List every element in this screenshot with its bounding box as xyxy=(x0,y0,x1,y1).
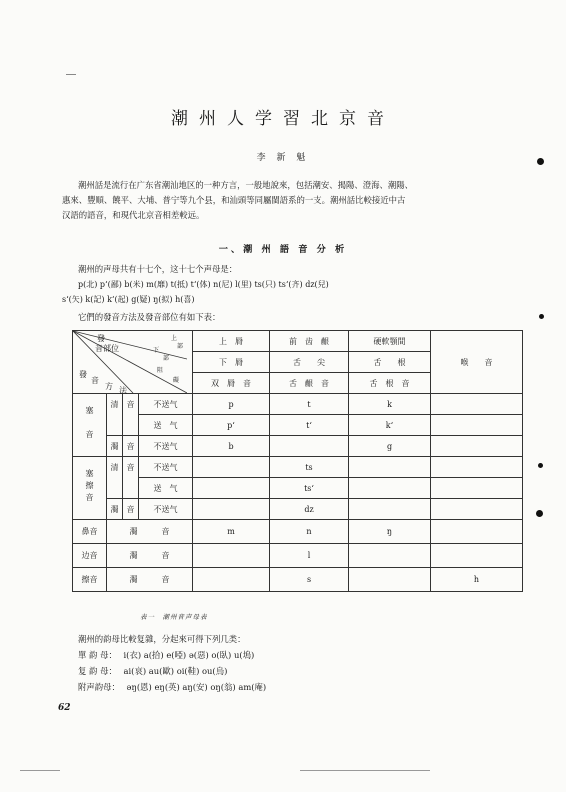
table-cell: t‘ xyxy=(270,415,349,436)
aspiration-label: 送 气 xyxy=(139,478,193,499)
initials-list: s‘(矢) k(記) k‘(起) g(疑) ŋ(拟) h(喜) xyxy=(62,295,195,304)
table-corner xyxy=(73,331,193,394)
place-header: 前 齿 齦 xyxy=(270,331,349,352)
section-heading: 一、潮 州 語 音 分 析 xyxy=(218,244,348,255)
finals-row xyxy=(78,664,227,679)
intro-line: 惠來、豐順、饒平、大埔、普宁等九个县，和汕頭等同屬閩語系的一支。潮州話比較接近中古 xyxy=(62,195,406,205)
corner-label: 音 xyxy=(91,376,99,385)
aspiration-label: 不送气 xyxy=(139,499,193,520)
aspiration-label: 送 气 xyxy=(139,415,193,436)
table-cell: p xyxy=(193,394,270,415)
table-cell: l xyxy=(270,544,349,568)
bottom-edge-line xyxy=(300,770,430,771)
initials-list: p(北) p‘(鄙) b(米) m(靡) t(抵) t‘(体) n(尼) l(里) ts(只) ts‘(齐) dz(兒) xyxy=(78,280,329,289)
page-number: 62 xyxy=(58,703,71,713)
table-cell xyxy=(270,436,349,457)
corner-label: 上 xyxy=(171,335,178,342)
place-header: 硬軟顎間 xyxy=(349,331,431,352)
initials-intro: 潮州的声母共有十七个，这十七个声母是： xyxy=(78,264,238,274)
table-cell xyxy=(193,499,270,520)
place-header: 舌 尖 xyxy=(270,352,349,373)
table-cell: h xyxy=(431,568,523,592)
table-cell: ts xyxy=(270,457,349,478)
corner-label: 發 xyxy=(79,370,87,379)
manner-label: 擦音 xyxy=(73,568,107,592)
scan-mark xyxy=(66,74,76,75)
finals-list: əŋ(恩) eŋ(英) aŋ(安) oŋ(翁) am(庵) xyxy=(126,682,267,692)
table-cell xyxy=(431,457,523,478)
table-cell: dz xyxy=(270,499,349,520)
table-cell: ts‘ xyxy=(270,478,349,499)
manner-label: 塞 音 xyxy=(73,394,107,457)
corner-label: 方 xyxy=(105,382,113,391)
table-cell xyxy=(349,457,431,478)
corner-label: 部 xyxy=(177,343,184,350)
finals-intro: 潮州的韵母比較复雜，分起來可得下列几类： xyxy=(78,634,246,644)
aspiration-label: 濁 音 xyxy=(107,568,193,592)
intro-line: 汉語的語音，和現代北京音相差較远。 xyxy=(62,210,205,220)
table-cell: k‘ xyxy=(349,415,431,436)
table-cell xyxy=(193,568,270,592)
bottom-edge-line xyxy=(20,770,60,771)
table-cell xyxy=(349,478,431,499)
corner-label: 礙 xyxy=(173,377,180,384)
table-cell xyxy=(431,394,523,415)
punch-hole-mark xyxy=(538,463,543,468)
table-cell xyxy=(431,544,523,568)
corner-label: 阻 xyxy=(157,367,164,374)
page-title: 潮州人学習北京音 xyxy=(171,109,395,129)
place-header: 舌 根 音 xyxy=(349,373,431,394)
corner-label: 音部位 xyxy=(95,344,119,353)
voicing-label: 濁 xyxy=(107,499,123,520)
corner-label: 法 xyxy=(119,386,127,395)
voicing-label: 濁 xyxy=(107,436,123,457)
finals-row xyxy=(78,680,266,695)
corner-label: 發 xyxy=(97,334,105,343)
manner-label: 鼻音 xyxy=(73,520,107,544)
voicing-label xyxy=(107,478,123,499)
place-header: 上 脣 xyxy=(193,331,270,352)
table-cell xyxy=(349,544,431,568)
voicing-label: 清 xyxy=(107,457,123,478)
aspiration-label: 不送气 xyxy=(139,457,193,478)
finals-label: 复 韵 母： xyxy=(78,666,117,676)
finals-label: 單 韵 母： xyxy=(78,650,117,660)
table-cell xyxy=(431,478,523,499)
corner-label: 部 xyxy=(163,355,170,362)
finals-list: ai(哀) au(歐) oi(鞋) ou(烏) xyxy=(123,666,228,676)
table-cell: ŋ xyxy=(349,520,431,544)
voicing-label: 音 xyxy=(123,436,139,457)
place-header: 舌 齦 音 xyxy=(270,373,349,394)
voicing-label xyxy=(123,415,139,436)
corner-label: 下 xyxy=(153,347,160,354)
table-cell: p‘ xyxy=(193,415,270,436)
punch-hole-mark xyxy=(536,510,543,517)
voicing-label: 音 xyxy=(123,457,139,478)
aspiration-label: 濁 音 xyxy=(107,520,193,544)
table-cell: m xyxy=(193,520,270,544)
voicing-label: 音 xyxy=(123,499,139,520)
finals-row xyxy=(78,648,254,663)
table-cell xyxy=(431,436,523,457)
author-name: 李 新 魁 xyxy=(256,153,310,163)
voicing-label: 音 xyxy=(123,394,139,415)
manner-label: 边音 xyxy=(73,544,107,568)
table-cell: g xyxy=(349,436,431,457)
table-cell: k xyxy=(349,394,431,415)
table-intro: 它們的發音方法及發音部位有如下表： xyxy=(78,312,221,322)
table-cell: t xyxy=(270,394,349,415)
table-cell xyxy=(349,499,431,520)
punch-hole-mark xyxy=(539,314,544,319)
table-cell xyxy=(431,415,523,436)
table-cell: s xyxy=(270,568,349,592)
place-header: 双 脣 音 xyxy=(193,373,270,394)
table-caption: 表一 潮州音声母表 xyxy=(140,613,208,621)
finals-list: i(衣) a(拾) e(啞) ə(惡) o(臥) u(塢) xyxy=(123,650,255,660)
table-cell xyxy=(431,499,523,520)
voicing-label xyxy=(123,478,139,499)
manner-label: 塞擦音 xyxy=(73,457,107,520)
voicing-label: 清 xyxy=(107,394,123,415)
aspiration-label: 不送气 xyxy=(139,394,193,415)
finals-label: 附声韵母： xyxy=(78,682,120,692)
table-cell xyxy=(349,568,431,592)
place-header: 舌 根 xyxy=(349,352,431,373)
place-header: 喉 音 xyxy=(431,331,523,394)
table-cell: b xyxy=(193,436,270,457)
aspiration-label: 濁 音 xyxy=(107,544,193,568)
table-cell xyxy=(193,457,270,478)
table-cell xyxy=(431,520,523,544)
voicing-label xyxy=(107,415,123,436)
table-cell xyxy=(193,544,270,568)
place-header: 下 脣 xyxy=(193,352,270,373)
initials-table xyxy=(72,330,523,592)
table-cell xyxy=(193,478,270,499)
aspiration-label: 不送气 xyxy=(139,436,193,457)
intro-line: 潮州話是流行在广东省潮汕地区的一种方言，一般地說來，包括潮安、揭陽、澄海、潮陽、 xyxy=(78,180,413,190)
table-cell: n xyxy=(270,520,349,544)
